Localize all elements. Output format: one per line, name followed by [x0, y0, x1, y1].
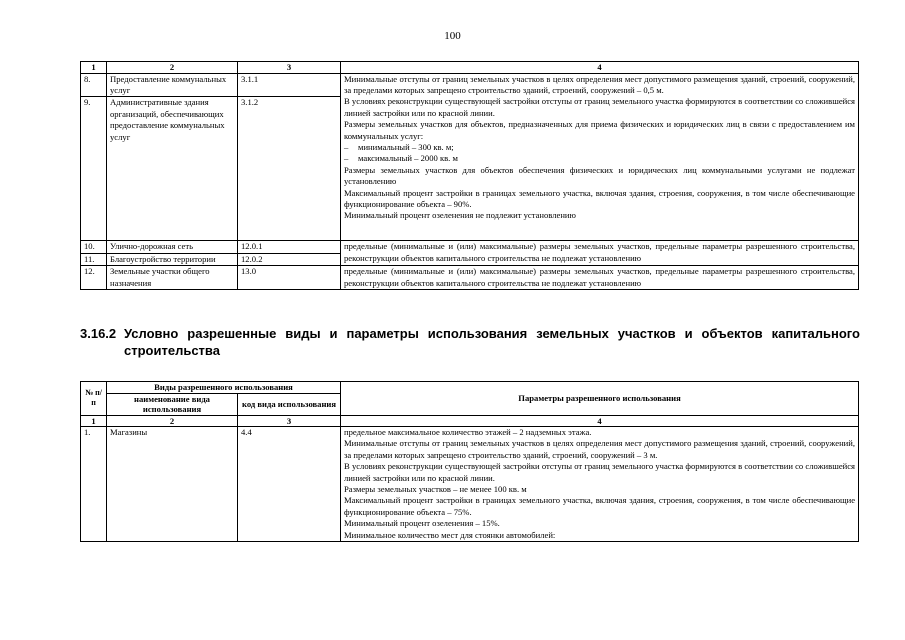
table-header-row	[81, 62, 859, 74]
use-code: 3.1.2	[238, 97, 341, 241]
param-text: Размеры земельных участков – не менее 100 кв. м	[344, 484, 527, 495]
param-text: Минимальный процент озеленения – 15%.	[344, 518, 500, 529]
section-title-line2: строительства	[124, 343, 220, 358]
col-number-3: 3	[238, 62, 341, 74]
use-code: 13.0	[238, 266, 341, 290]
col-number-2: 2	[107, 415, 238, 427]
param-bullet: – максимальный – 2000 кв. м	[344, 153, 855, 164]
param-bullet: – минимальный – 300 кв. м;	[344, 142, 855, 153]
page-number: 100	[444, 30, 461, 42]
param-text: Минимальные отступы от границ земельных участков в целях определения мест допустимого размещения зданий, строений, сооружений, за пределами которых запрещено строительство зданий, строений, сооружений – 0,5 м.	[344, 73, 855, 95]
row-number: 8.	[81, 73, 107, 97]
use-name: Благоустройство территории	[107, 253, 238, 265]
row-number: 1.	[81, 427, 107, 542]
use-name: Административные здания организаций, обеспечивающих предоставление коммунальных услуг	[107, 97, 238, 241]
col-number-2: 2	[107, 62, 238, 74]
param-text: Размеры земельных участков для объектов обеспечения физических и юридических лиц коммунальными услугами не подлежат установлению	[344, 164, 855, 187]
col-number-1: 1	[81, 62, 107, 74]
header-use-name: наименование вида использования	[107, 393, 238, 415]
row-number: 11.	[81, 253, 107, 265]
use-name: Улично-дорожная сеть	[107, 241, 238, 253]
param-text: Максимальный процент застройки в границах земельного участка, включая здания, строения, сооружения, в том числе обеспечивающие функционирование объекта – 90%.	[344, 187, 855, 209]
param-text: предельное максимальное количество этажей – 2 надземных этажа.	[344, 427, 592, 437]
col-number-4: 4	[341, 62, 859, 74]
permitted-uses-table	[80, 61, 859, 290]
col-number-3: 3	[238, 415, 341, 427]
use-code: 12.0.2	[238, 253, 341, 265]
header-parameters: Параметры разрешенного использования	[341, 382, 859, 416]
header-use-code: код вида использования	[238, 393, 341, 415]
table-row	[81, 73, 859, 97]
col-number-4: 4	[341, 415, 859, 427]
use-parameters: предельные (минимальные и (или) максимальные) размеры земельных участков, предельные параметры разрешенного строительства, реконструкции объектов капитального строительства не подлежат установлению	[341, 266, 859, 290]
use-name: Магазины	[107, 427, 238, 542]
use-code: 4.4	[238, 427, 341, 542]
conditional-uses-table	[80, 381, 859, 542]
use-code: 3.1.1	[238, 73, 341, 97]
table-row	[81, 427, 859, 542]
param-text: Размеры земельных участков для объектов, предназначенных для приема физических и юридических лиц в связи с предоставлением им коммунальных услуг:	[344, 119, 855, 141]
param-text: Минимальные отступы от границ земельных участков в целях определения мест допустимого размещения зданий, строений, сооружений, за пределами которых запрещено строительство зданий, строений, сооружений – 3 м.	[344, 438, 856, 460]
use-name: Земельные участки общего назначения	[107, 266, 238, 290]
col-number-1: 1	[81, 415, 107, 427]
section-heading	[80, 325, 860, 359]
table-row	[81, 266, 859, 290]
section-number: 3.16.2	[80, 326, 117, 341]
use-code: 12.0.1	[238, 241, 341, 253]
row-number: 9.	[81, 97, 107, 241]
param-text: Минимальный процент озеленения не подлежит установлению	[344, 210, 576, 221]
table-row	[81, 241, 859, 253]
use-parameters: предельные (минимальные и (или) максимальные) размеры земельных участков, предельные параметры разрешенного строительства, реконструкции объектов капитального строительства не подлежат установлению	[341, 241, 859, 266]
param-text: В условиях реконструкции существующей застройки отступы от границ земельного участка формируются в соответствии со сложившейся линией застройки или по красной линии.	[344, 461, 856, 483]
use-name: Предоставление коммунальных услуг	[107, 73, 238, 97]
header-row-number: № п/п	[81, 382, 107, 416]
row-number: 12.	[81, 266, 107, 290]
param-text: Максимальный процент застройки в границах земельного участка, включая здания, строения, сооружения, в том числе обеспечивающие функционирование объекта – 75%.	[344, 495, 856, 517]
use-parameters	[341, 73, 859, 241]
param-text: В условиях реконструкции существующей застройки отступы от границ земельного участка формируются в соответствии со сложившейся линией застройки или по красной линии.	[344, 96, 855, 118]
table-colnum-row	[81, 415, 859, 427]
use-parameters	[341, 427, 859, 542]
header-use-types: Виды разрешенного использования	[107, 382, 341, 394]
param-text: Минимальное количество мест для стоянки автомобилей:	[344, 529, 556, 540]
table-header-row	[81, 382, 859, 394]
row-number: 10.	[81, 241, 107, 253]
section-title-line1: Условно разрешенные виды и параметры использования земельных участков и объектов капитального	[124, 326, 860, 341]
